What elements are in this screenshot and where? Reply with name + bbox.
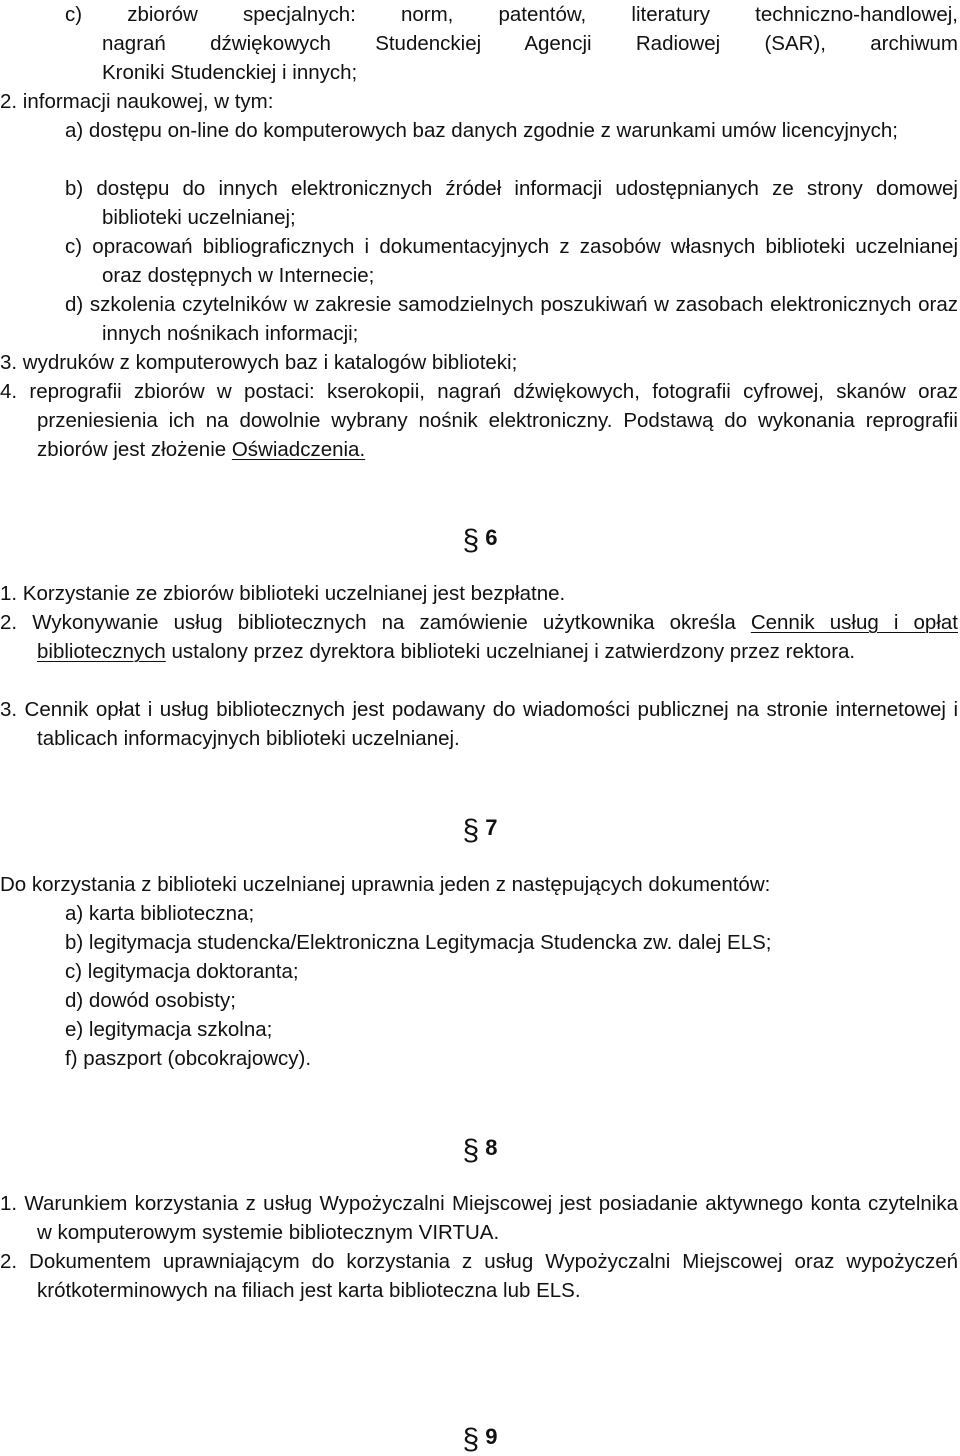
section-8-heading: § 8 bbox=[462, 1134, 498, 1167]
item-2b: b) dostępu do innych elektronicznych źródeł informacji udostępnianych ze strony domowej biblioteki uczelnianej; bbox=[65, 177, 958, 229]
item-2a: a) dostępu on-line do komputerowych baz danych zgodnie z warunkami umów licencyjnych; bbox=[65, 119, 898, 142]
item-c-line3: Kroniki Studenckiej i innych; bbox=[102, 61, 358, 84]
list-item: c) legitymacja doktoranta; bbox=[65, 960, 299, 983]
section-7-heading: § 7 bbox=[462, 814, 498, 847]
paragraph-sign-icon: § bbox=[462, 524, 480, 557]
section-9-heading: § 9 bbox=[462, 1423, 498, 1456]
paragraph-sign-icon: § bbox=[462, 1423, 480, 1456]
list-item: e) legitymacja szkolna; bbox=[65, 1018, 273, 1041]
section-6-item-1: 1. Korzystanie ze zbiorów biblioteki uczelnianej jest bezpłatne. bbox=[0, 582, 566, 605]
section-8-item-1: 1. Warunkiem korzystania z usług Wypożyczalni Miejscowej jest posiadanie aktywnego konta czytelnika w komputerowym systemie bibliotecznym VIRTUA. bbox=[0, 1192, 958, 1244]
section-6-heading: § 6 bbox=[462, 524, 498, 557]
section-7-document-list bbox=[65, 899, 958, 1073]
item-2-heading: 2. informacji naukowej, w tym: bbox=[0, 90, 274, 113]
oswiadczenia-link[interactable]: Oświadczenia. bbox=[231, 438, 366, 461]
item-2c: c) opracowań bibliograficznych i dokumentacyjnych z zasobów własnych biblioteki uczelnianej oraz dostępnych w Internecie; bbox=[65, 235, 958, 287]
section-6-item-3: 3. Cennik opłat i usług bibliotecznych jest podawany do wiadomości publicznej na stronie internetowej i tablicach informacyjnych biblioteki uczelnianej. bbox=[0, 698, 958, 750]
item-4-reprography: 4. reprografii zbiorów w postaci: kserokopii, nagrań dźwiękowych, fotografii cyfrowej, skanów oraz przeniesienia ich na dowolnie wybrany nośnik elektroniczny. Podstawą do wykonania reprografii zbiorów jest złożenie Oświadczenia. bbox=[0, 380, 958, 461]
list-item: d) dowód osobisty; bbox=[65, 989, 236, 1012]
section-7-intro: Do korzystania z biblioteki uczelnianej uprawnia jeden z następujących dokumentów: bbox=[0, 873, 771, 896]
item-3-printouts: 3. wydruków z komputerowych baz i katalogów biblioteki; bbox=[0, 351, 518, 374]
list-item: b) legitymacja studencka/Elektroniczna Legitymacja Studencka zw. dalej ELS; bbox=[65, 931, 772, 954]
section-6-item-2: 2. Wykonywanie usług bibliotecznych na zamówienie użytkownika określa Cennik usług i opłat bibliotecznych ustalony przez dyrektora biblioteki uczelnianej i zatwierdzony przez rektora. bbox=[0, 611, 958, 663]
item-c-special-collections bbox=[0, 0, 958, 87]
item-2-scientific-information bbox=[0, 87, 958, 116]
item-2d: d) szkolenia czytelników w zakresie samodzielnych poszukiwań w zasobach elektronicznych oraz innych nośnikach informacji; bbox=[65, 293, 958, 345]
item-c-line2: nagrań dźwiękowych Studenckiej Agencji Radiowej (SAR), archiwum bbox=[102, 32, 958, 55]
paragraph-sign-icon: § bbox=[462, 1134, 480, 1167]
cennik-link[interactable]: Cennik usług i opłat bibliotecznych bbox=[37, 611, 958, 663]
list-item: f) paszport (obcokrajowcy). bbox=[65, 1047, 312, 1070]
paragraph-sign-icon: § bbox=[462, 814, 480, 847]
list-item: a) karta biblioteczna; bbox=[65, 902, 255, 925]
section-8-item-2: 2. Dokumentem uprawniającym do korzystania z usług Wypożyczalni Miejscowej oraz wypożyczeń krótkoterminowych na filiach jest karta biblioteczna lub ELS. bbox=[0, 1250, 958, 1302]
item-c-line1: c) zbiorów specjalnych: norm, patentów, literatury techniczno-handlowej, bbox=[65, 3, 958, 26]
